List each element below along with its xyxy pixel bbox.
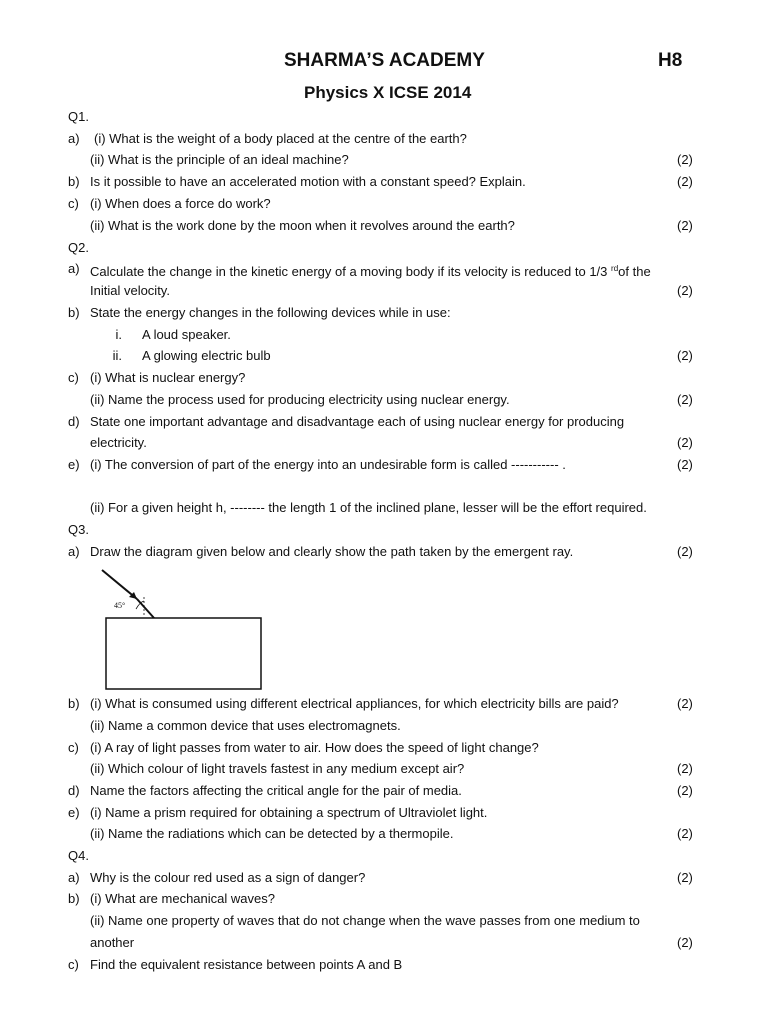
- q2-a-superscript: rd: [611, 264, 619, 273]
- q2-a-text: [90, 259, 651, 282]
- q2-b-item-1: [0, 325, 768, 345]
- q2-b-item-2-num: ii.: [112, 348, 122, 363]
- q4-b-marks: (2): [677, 935, 693, 950]
- q3-c-line-2: [0, 759, 768, 779]
- q3-a-marks: (2): [677, 544, 693, 559]
- paper-subtitle: Physics X ICSE 2014: [304, 83, 472, 102]
- q2-b-label: b): [68, 305, 80, 320]
- q4-a-marks: (2): [677, 870, 693, 885]
- q2-e-part-2: (ii) For a given height h, -------- the length 1 of the inclined plane, lesser will be the effort required.: [90, 500, 647, 515]
- question-2-label: Q2.: [68, 240, 89, 255]
- q2-a-marks: (2): [677, 283, 693, 298]
- question-3-label: Q3.: [68, 522, 89, 537]
- q3-b-part-2: (ii) Name a common device that uses electromagnets.: [90, 718, 401, 733]
- q3-b-part-1: (i) What is consumed using different electrical appliances, for which electricity bills are paid?: [90, 696, 619, 711]
- q3-c-part-2: (ii) Which colour of light travels fastest in any medium except air?: [90, 761, 465, 776]
- q3-e-marks: (2): [677, 826, 693, 841]
- q2-b-item-2-text: A glowing electric bulb: [142, 348, 271, 363]
- q1-a-line-1: [0, 129, 768, 149]
- q2-b-marks: (2): [677, 348, 693, 363]
- q2-e-line-1: [0, 455, 768, 475]
- q1-b-line: [0, 172, 768, 192]
- q2-c-line-2: [0, 390, 768, 410]
- q1-a-line-2: [0, 150, 768, 170]
- q4-b-line-3: [0, 933, 768, 953]
- q3-e-part-1: (i) Name a prism required for obtaining a spectrum of Ultraviolet light.: [90, 805, 488, 820]
- q2-a-line-2: [0, 281, 768, 301]
- q3-e-label: e): [68, 805, 80, 820]
- q1-b-text: Is it possible to have an accelerated motion with a constant speed? Explain.: [90, 174, 526, 189]
- q2-b-item-1-num: i.: [115, 327, 122, 342]
- q1-b-marks: (2): [677, 174, 693, 189]
- q3-c-label: c): [68, 740, 79, 755]
- paper-code: H8: [658, 50, 683, 71]
- q2-a-text-start: Calculate the change in the kinetic energy of a moving body if its velocity is reduced to 1/3: [90, 264, 608, 279]
- q2-b-line: [0, 303, 768, 323]
- q3-e-part-2: (ii) Name the radiations which can be detected by a thermopile.: [90, 826, 454, 841]
- q4-b-part-2: (ii) Name one property of waves that do not change when the wave passes from one medium to: [90, 913, 640, 928]
- q2-a-text-end: of the: [618, 264, 651, 279]
- q2-c-part-1: (i) What is nuclear energy?: [90, 370, 246, 385]
- q4-a-line: [0, 868, 768, 888]
- q3-b-line-1: [0, 694, 768, 714]
- q1-c-part-1: (i) When does a force do work?: [90, 196, 271, 211]
- question-1-label: Q1.: [68, 109, 89, 124]
- q2-a-continuation: Initial velocity.: [90, 283, 170, 298]
- q2-e-part-1: (i) The conversion of part of the energy into an undesirable form is called ----------- .: [90, 457, 566, 472]
- q1-c-marks: (2): [677, 218, 693, 233]
- q2-c-marks: (2): [677, 392, 693, 407]
- q4-b-line-1: [0, 889, 768, 909]
- glass-slab: [106, 618, 261, 689]
- q2-b-item-1-text: A loud speaker.: [142, 327, 231, 342]
- q2-c-part-2: (ii) Name the process used for producing electricity using nuclear energy.: [90, 392, 510, 407]
- q2-d-marks: (2): [677, 435, 693, 450]
- q2-d-text: State one important advantage and disadvantage each of using nuclear energy for producing: [90, 414, 625, 429]
- q1-a-marks: (2): [677, 152, 693, 167]
- q3-b-label: b): [68, 696, 80, 711]
- q2-d-continuation: electricity.: [90, 435, 147, 450]
- q2-d-line-1: [0, 412, 768, 432]
- q4-c-label: c): [68, 957, 79, 972]
- q1-c-line-1: [0, 194, 768, 214]
- q1-c-label: c): [68, 196, 79, 211]
- q3-d-label: d): [68, 783, 80, 798]
- q4-a-label: a): [68, 870, 80, 885]
- q1-c-part-2: (ii) What is the work done by the moon when it revolves around the earth?: [90, 218, 515, 233]
- q3-a-line: [0, 542, 768, 562]
- q4-c-line: [0, 955, 768, 975]
- q3-a-text: Draw the diagram given below and clearly show the path taken by the emergent ray.: [90, 544, 574, 559]
- q2-b-item-2: [0, 346, 768, 366]
- q4-b-line-2: [0, 911, 768, 931]
- incident-ray-tail: [137, 599, 154, 618]
- question-4-label: Q4.: [68, 848, 89, 863]
- q2-a-line-1: [0, 259, 768, 279]
- q3-d-text: Name the factors affecting the critical angle for the pair of media.: [90, 783, 462, 798]
- q4-a-text: Why is the colour red used as a sign of danger?: [90, 870, 366, 885]
- q3-c-part-1: (i) A ray of light passes from water to air. How does the speed of light change?: [90, 740, 539, 755]
- q3-c-line-1: [0, 738, 768, 758]
- q3-b-line-2: [0, 716, 768, 736]
- q1-a-label: a): [68, 131, 80, 146]
- q1-c-line-2: [0, 216, 768, 236]
- q2-e-line-2: [0, 498, 768, 518]
- angle-label: 45°: [114, 601, 126, 610]
- q4-c-text: Find the equivalent resistance between points A and B: [90, 957, 403, 972]
- q4-b-label: b): [68, 891, 80, 906]
- q2-e-marks: (2): [677, 457, 693, 472]
- q2-a-label: a): [68, 261, 80, 276]
- q2-d-line-2: [0, 433, 768, 453]
- q4-b-part-1: (i) What are mechanical waves?: [90, 891, 275, 906]
- q1-b-label: b): [68, 174, 80, 189]
- q3-c-marks: (2): [677, 761, 693, 776]
- q2-b-text: State the energy changes in the following devices while in use:: [90, 305, 451, 320]
- q3-b-marks: (2): [677, 696, 693, 711]
- q3-d-marks: (2): [677, 783, 693, 798]
- glass-slab-ray-diagram: [96, 565, 271, 695]
- academy-title: SHARMA’S ACADEMY: [284, 50, 485, 71]
- q1-a-part-2: (ii) What is the principle of an ideal machine?: [90, 152, 349, 167]
- q2-e-label: e): [68, 457, 80, 472]
- q3-e-line-2: [0, 824, 768, 844]
- q2-c-label: c): [68, 370, 79, 385]
- q2-c-line-1: [0, 368, 768, 388]
- q1-a-part-1: (i) What is the weight of a body placed at the centre of the earth?: [94, 131, 467, 146]
- q3-e-line-1: [0, 803, 768, 823]
- q2-d-label: d): [68, 414, 80, 429]
- q3-a-label: a): [68, 544, 80, 559]
- q4-b-continuation: another: [90, 935, 135, 950]
- q3-d-line: [0, 781, 768, 801]
